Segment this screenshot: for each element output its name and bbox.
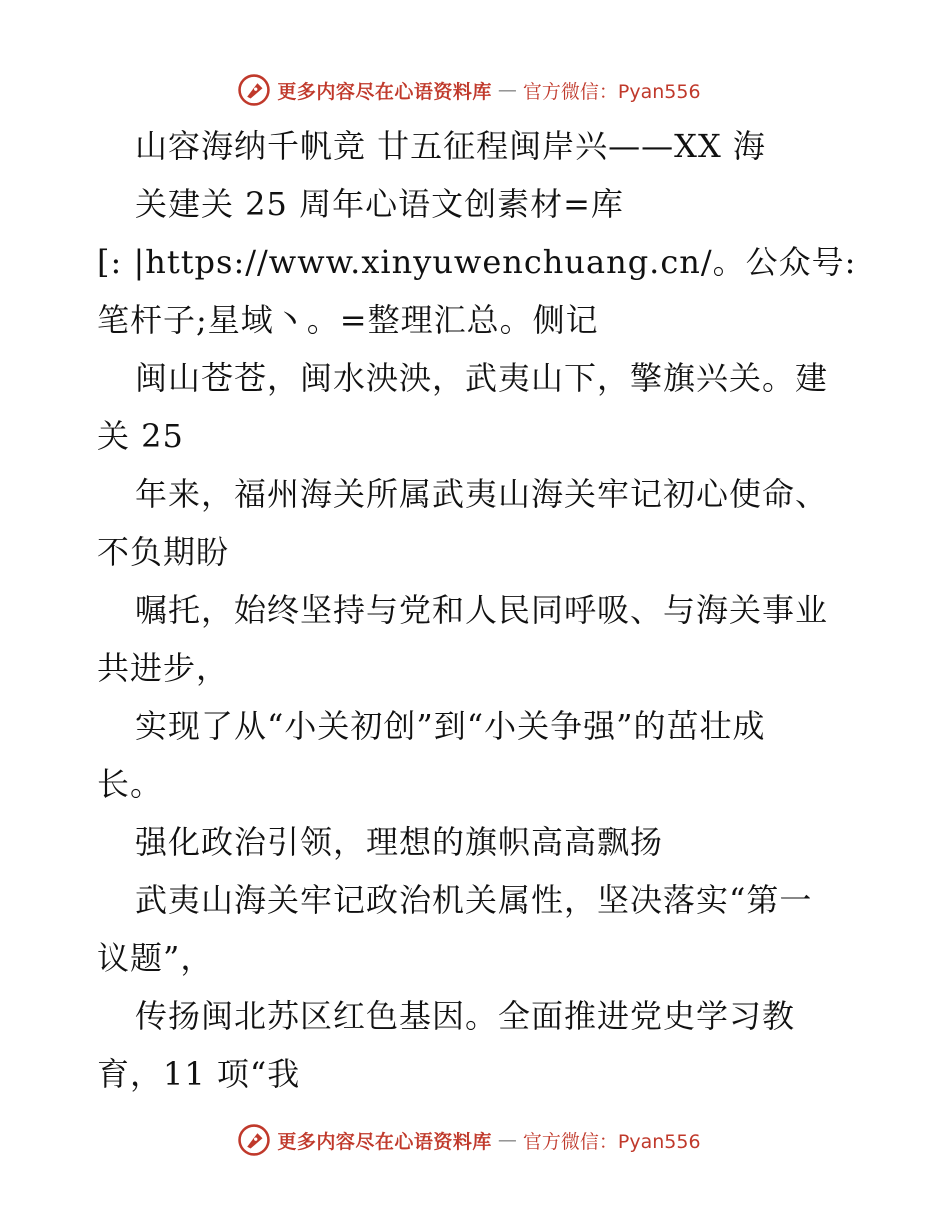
header-banner-title: 更多内容尽在心语资料库	[277, 80, 492, 103]
text-line: 关 25	[97, 417, 184, 455]
pen-nib-logo-icon	[237, 1123, 271, 1157]
text-line: 共进步，	[97, 649, 230, 687]
text-line: 关建关 25 周年心语文创素材=库	[135, 185, 624, 223]
text-line: 不负期盼	[97, 533, 230, 571]
text-line: 闽山苍苍，闽水泱泱，武夷山下，擎旗兴关。建	[135, 359, 829, 397]
text-line: 武夷山海关牢记政治机关属性，坚决落实“第一	[135, 881, 813, 919]
header-banner-wechat: 官方微信：Pyan556	[522, 80, 701, 103]
text-line: 实现了从“小关初创”到“小关争强”的茁壮成	[135, 707, 766, 745]
footer-banner-wechat: 官方微信：Pyan556	[522, 1130, 701, 1153]
text-line: 长。	[97, 765, 164, 803]
text-line: 议题”，	[97, 939, 214, 977]
text-line: 传扬闽北苏区红色基因。全面推进党史学习教	[135, 997, 796, 1035]
pen-nib-logo-icon	[237, 73, 271, 107]
text-line: 嘱托，始终坚持与党和人民同呼吸、与海关事业	[135, 591, 829, 629]
text-line: 育，11 项“我	[97, 1055, 301, 1093]
document-body	[97, 117, 867, 1103]
text-line: 年来，福州海关所属武夷山海关牢记初心使命、	[135, 475, 829, 513]
text-line: 山容海纳千帆竞 廿五征程闽岸兴——XX 海	[135, 127, 766, 165]
header-banner	[0, 70, 950, 110]
header-banner-separator: —	[497, 79, 517, 101]
header-banner-content	[237, 73, 700, 107]
footer-banner-title: 更多内容尽在心语资料库	[277, 1130, 492, 1153]
text-line: 笔杆子;星域丶。=整理汇总。侧记	[97, 301, 599, 339]
text-line: 强化政治引领，理想的旗帜高高飘扬	[135, 823, 664, 861]
footer-banner-content	[237, 1123, 700, 1157]
footer-banner	[0, 1120, 950, 1160]
footer-banner-separator: —	[497, 1129, 517, 1151]
text-line: [: |https://www.xinyuwenchuang.cn/。公众号:	[97, 243, 857, 281]
